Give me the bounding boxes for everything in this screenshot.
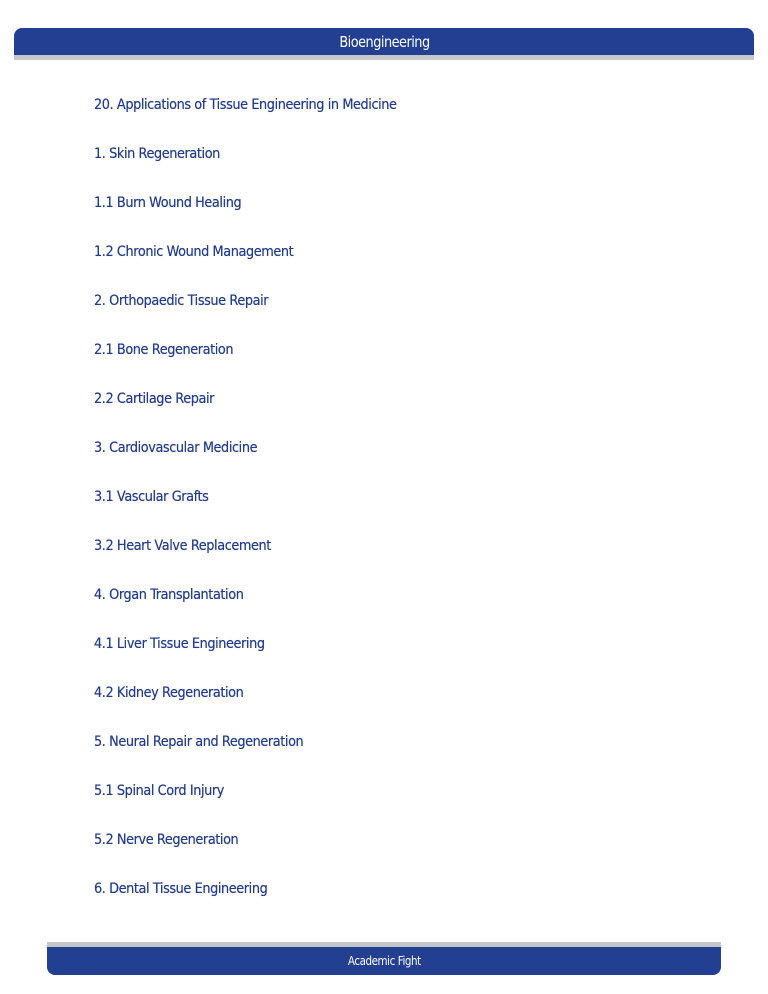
page-header bbox=[14, 28, 754, 55]
toc-section-skin-regeneration: 1. Skin Regeneration bbox=[94, 146, 220, 162]
footer-text: Academic Fight bbox=[347, 954, 421, 968]
toc-subsection-chronic-wound-management: 1.2 Chronic Wound Management bbox=[94, 244, 294, 260]
toc-subsection-vascular-grafts: 3.1 Vascular Grafts bbox=[94, 489, 209, 505]
toc-subsection-heart-valve-replacement: 3.2 Heart Valve Replacement bbox=[94, 538, 271, 554]
header-title: Bioengineering bbox=[338, 32, 430, 51]
toc-subsection-spinal-cord-injury: 5.1 Spinal Cord Injury bbox=[94, 783, 224, 799]
toc-subsection-cartilage-repair: 2.2 Cartilage Repair bbox=[94, 391, 215, 407]
toc-section-orthopaedic-tissue-repair: 2. Orthopaedic Tissue Repair bbox=[94, 293, 269, 309]
toc-subsection-liver-tissue-engineering: 4.1 Liver Tissue Engineering bbox=[94, 636, 265, 652]
header-divider bbox=[14, 55, 754, 60]
toc-section-dental-tissue-engineering: 6. Dental Tissue Engineering bbox=[94, 881, 268, 897]
page-footer bbox=[47, 947, 721, 975]
toc-chapter-heading: 20. Applications of Tissue Engineering in Medicine bbox=[94, 97, 397, 113]
toc-subsection-nerve-regeneration: 5.2 Nerve Regeneration bbox=[94, 832, 239, 848]
toc-section-organ-transplantation: 4. Organ Transplantation bbox=[94, 587, 244, 603]
table-of-contents bbox=[94, 94, 423, 927]
toc-section-neural-repair: 5. Neural Repair and Regeneration bbox=[94, 734, 304, 750]
toc-subsection-burn-wound-healing: 1.1 Burn Wound Healing bbox=[94, 195, 242, 211]
toc-subsection-kidney-regeneration: 4.2 Kidney Regeneration bbox=[94, 685, 244, 701]
toc-section-cardiovascular-medicine: 3. Cardiovascular Medicine bbox=[94, 440, 258, 456]
toc-subsection-bone-regeneration: 2.1 Bone Regeneration bbox=[94, 342, 234, 358]
